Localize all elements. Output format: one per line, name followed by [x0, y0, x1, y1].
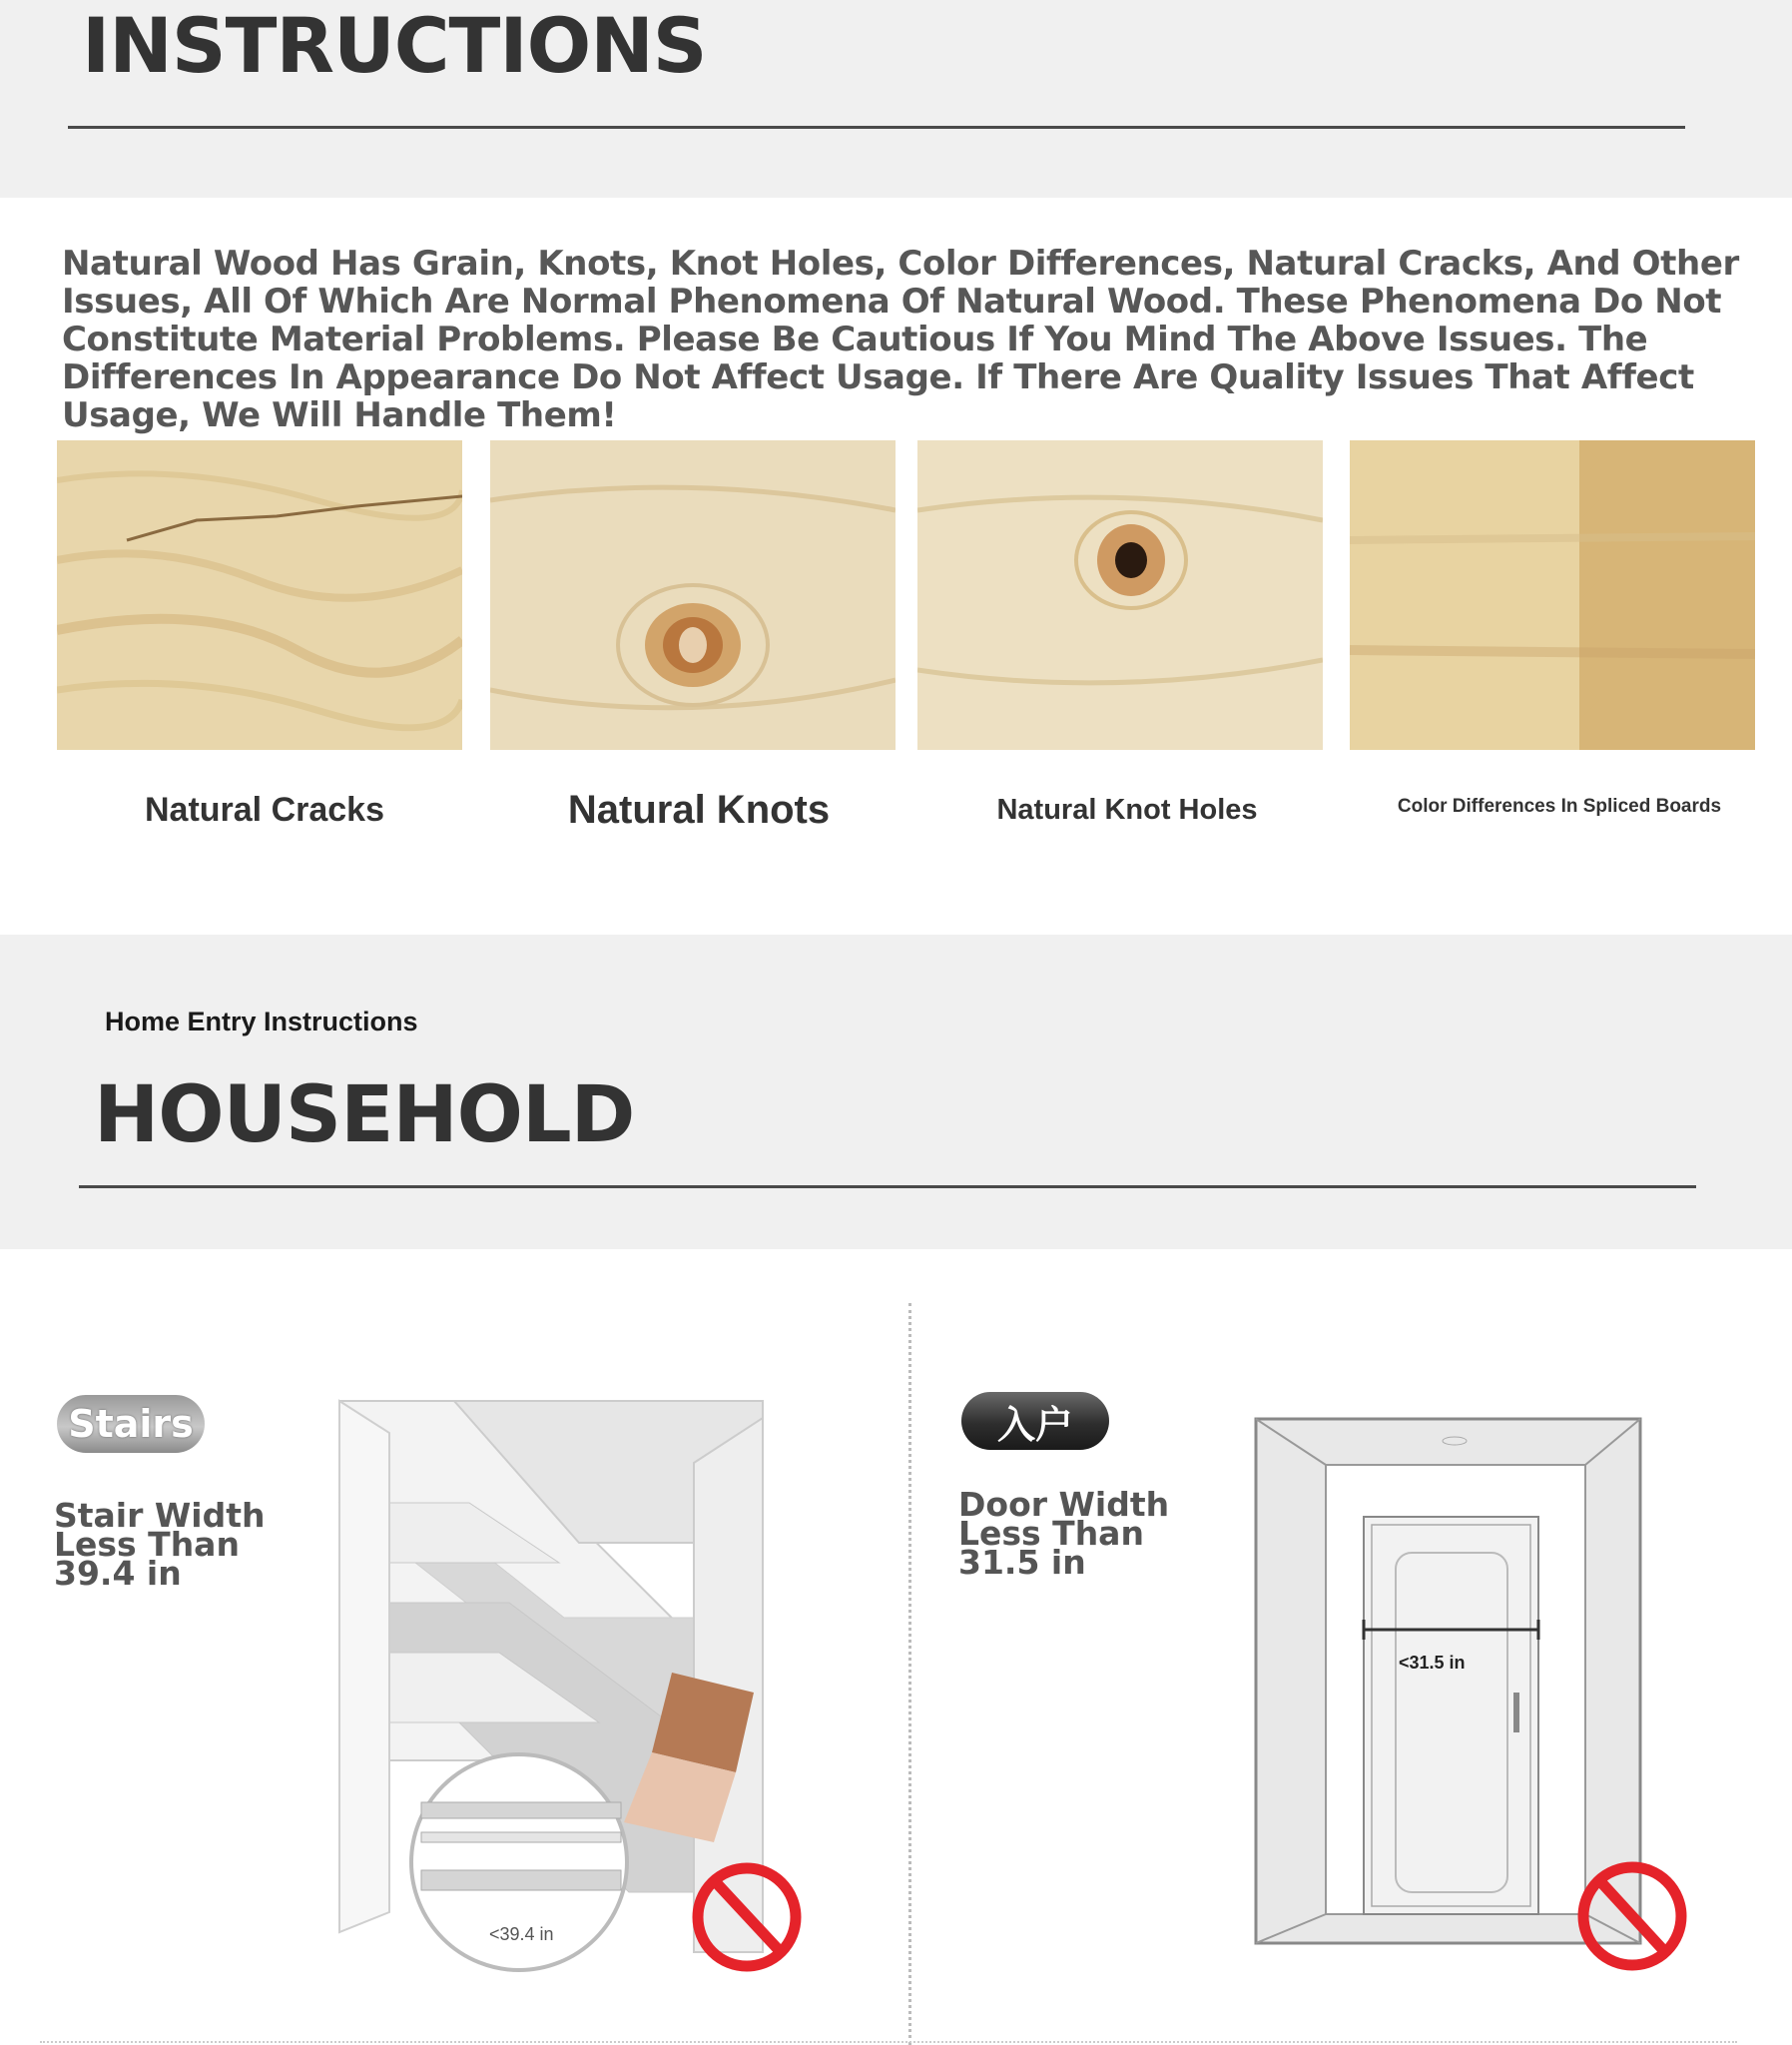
entry-badge: 入户 [961, 1392, 1109, 1450]
spliced-board-photo [1350, 440, 1755, 750]
instructions-title: INSTRUCTIONS [82, 1, 707, 90]
household-title: HOUSEHOLD [94, 1070, 635, 1160]
wood-knot-hole-photo [917, 440, 1323, 750]
wood-crack-photo [57, 440, 462, 750]
stair-spec-line-1: Stair Width [54, 1496, 266, 1535]
stair-spec-line-2: Less Than [54, 1525, 240, 1564]
stairs-diagram [329, 1393, 819, 1992]
door-width-spec [958, 1485, 1170, 1582]
caption-natural-knots: Natural Knots [567, 788, 831, 832]
door-diagram [1248, 1413, 1697, 1972]
stair-spec-line-3: 39.4 in [54, 1554, 182, 1593]
household-divider [79, 1185, 1696, 1188]
bottom-dotted-divider [40, 2041, 1737, 2043]
door-measure-label: <31.5 in [1399, 1653, 1466, 1673]
instructions-divider [68, 126, 1685, 129]
door-spec-line-3: 31.5 in [958, 1543, 1086, 1582]
caption-natural-cracks: Natural Cracks [144, 791, 384, 829]
wood-knot-photo [490, 440, 896, 750]
caption-natural-knot-holes: Natural Knot Holes [996, 794, 1258, 826]
stair-width-spec [54, 1496, 266, 1593]
home-entry-subtitle: Home Entry Instructions [105, 1007, 418, 1036]
wood-notice-text: Natural Wood Has Grain, Knots, Knot Holes, Color Differences, Natural Cracks, And Other Issues, All Of Which Are Normal Phenomena Of Natural Wood. These Phenomena Do Not Constitute Material Problems. Please Be Cautious If You Mind The Above Issues. The Differences In Appearance Do Not Affect Usage. If There Are Quality Issues That Affect Usage, We Will Handle Them! [62, 244, 1739, 435]
stairs-badge: Stairs [57, 1395, 205, 1453]
section-dotted-divider [908, 1303, 911, 2045]
caption-color-differences: Color Differences In Spliced Boards [1397, 796, 1722, 817]
door-spec-line-1: Door Width [958, 1485, 1170, 1524]
door-spec-line-2: Less Than [958, 1514, 1144, 1553]
stairs-measure-label: <39.4 in [489, 1924, 554, 1944]
